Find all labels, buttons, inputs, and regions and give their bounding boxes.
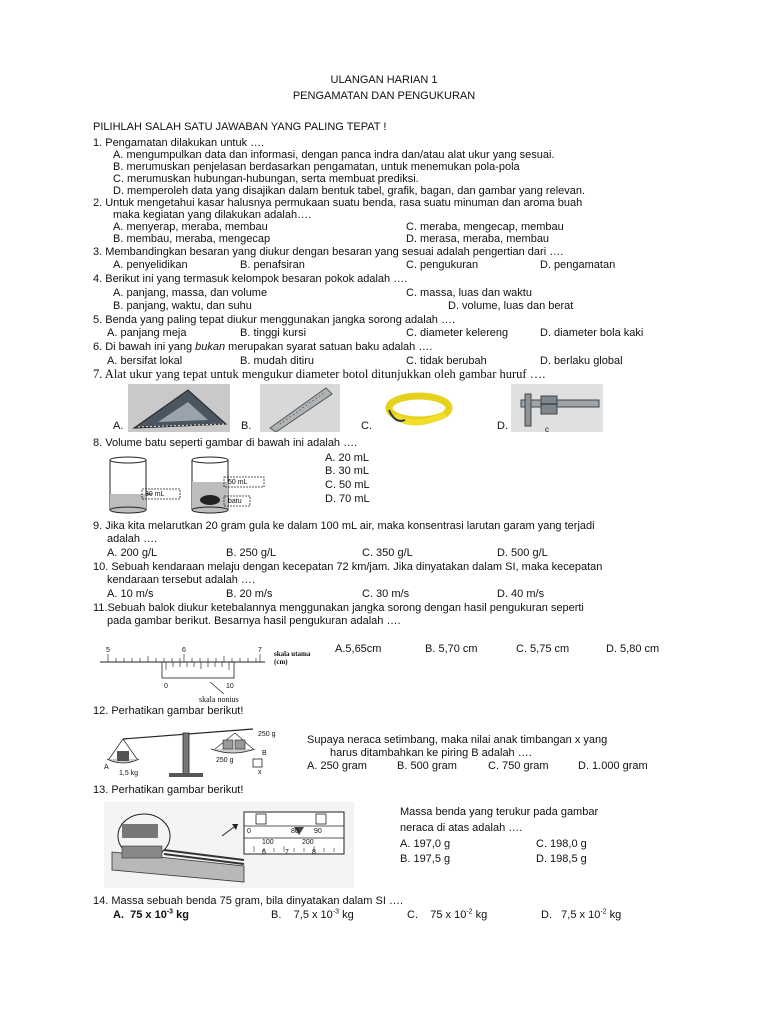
q12-text: 12. Perhatikan gambar berikut! xyxy=(93,705,244,717)
q9-option-b: B. 250 g/L xyxy=(226,547,277,559)
q7-label-a: A. xyxy=(113,420,124,432)
q6-option-d: D. berlaku global xyxy=(540,355,623,367)
q1-option-a: A. mengumpulkan data dan informasi, dengan panca indra dan/atau alat ukur yang sesuai. xyxy=(113,149,555,161)
q11-nonius-10: 10 xyxy=(226,683,234,690)
q2-option-a: A. menyerap, meraba, membau xyxy=(113,221,268,233)
q3-option-a: A. penyelidikan xyxy=(113,259,188,271)
q13-scale-200: 200 xyxy=(302,839,314,846)
q7-label-c: C. xyxy=(361,420,372,432)
q13-option-d: D. 198,5 g xyxy=(536,853,587,865)
q5-option-b: B. tinggi kursi xyxy=(240,327,307,339)
q4-text: 4. Berikut ini yang termasuk kelompok besaran pokok adalah …. xyxy=(93,273,408,285)
q13-option-a: A. 197,0 g xyxy=(400,838,451,850)
q7-label-d: D. xyxy=(497,420,508,432)
q9-option-d: D. 500 g/L xyxy=(497,547,548,559)
q2-text: 2. Untuk mengetahui kasar halusnya permukaan suatu benda, rasa suatu minuman dan aroma buah xyxy=(93,197,583,209)
q5-option-c: C. diameter kelereng xyxy=(406,327,509,339)
q12-pan-b-label: B xyxy=(262,750,267,757)
q11-tick-5: 5 xyxy=(106,647,110,654)
triple-beam-balance-image xyxy=(104,802,354,888)
q3-text: 3. Membandingkan besaran yang diukur dengan besaran yang sesuai adalah pengertian dari …. xyxy=(93,246,564,258)
q11-nonius-label: skala nonius xyxy=(199,695,239,704)
q11-nonius-0: 0 xyxy=(164,683,168,690)
q11-main-scale-label: skala utama xyxy=(274,650,311,658)
q2-text-2: maka kegiatan yang dilakukan adalah…. xyxy=(113,209,312,221)
q9-text: 9. Jika kita melarutkan 20 gram gula ke dalam 100 mL air, maka konsentrasi larutan garam yang terjadi xyxy=(93,520,595,532)
q8-label-50ml: 50 mL xyxy=(228,479,248,486)
q12-weight-x-label: x xyxy=(258,769,262,776)
q12-weight-1-5kg: 1,5 kg xyxy=(119,770,139,777)
q11-text: 11.Sebuah balok diukur ketebalannya menggunakan jangka sorong dengan hasil pengukuran seperti xyxy=(93,602,584,614)
q12-desc-1: Supaya neraca setimbang, maka nilai anak timbangan x yang xyxy=(307,734,608,746)
q12-weight-250g-top: 250 g xyxy=(258,731,276,738)
q10-option-c: C. 30 m/s xyxy=(362,588,410,600)
q6-option-c: C. tidak berubah xyxy=(406,355,487,367)
q4-option-d: D. volume, luas dan berat xyxy=(448,300,574,312)
q11-option-b: B. 5,70 cm xyxy=(425,643,478,655)
q7-text: 7. Alat ukur yang tepat untuk mengukur diameter botol ditunjukkan oleh gambar huruf …. xyxy=(93,367,546,381)
q2-option-b: B. membau, meraba, mengecap xyxy=(113,233,271,245)
q1-option-d: D. memperoleh data yang disajikan dalam bentuk tabel, grafik, bagan, dan gambar yang relevan. xyxy=(113,185,586,197)
q13-scale-7: 7 xyxy=(285,849,289,856)
q13-text: 13. Perhatikan gambar berikut! xyxy=(93,784,244,796)
q10-text: 10. Sebuah kendaraan melaju dengan kecepatan 72 km/jam. Jika dinyatakan dalam SI, maka kecepatan xyxy=(93,561,603,573)
q5-text: 5. Benda yang paling tepat diukur menggunakan jangka sorong adalah …. xyxy=(93,314,456,326)
q12-pan-a-label: A xyxy=(104,764,109,771)
q12-weight-250g-bottom: 250 g xyxy=(216,757,234,764)
q13-option-c: C. 198,0 g xyxy=(536,838,587,850)
q13-option-b: B. 197,5 g xyxy=(400,853,451,865)
vernier-caliper-image xyxy=(511,384,603,432)
q10-option-d: D. 40 m/s xyxy=(497,588,545,600)
q10-option-a: A. 10 m/s xyxy=(107,588,154,600)
q8-label-batu: batu xyxy=(228,498,242,505)
q11-tick-7: 7 xyxy=(258,647,262,654)
q12-option-c: C. 750 gram xyxy=(488,760,549,772)
q11-option-d: D. 5,80 cm xyxy=(606,643,660,655)
exam-title: ULANGAN HARIAN 1 xyxy=(330,74,438,86)
tape-measure-image xyxy=(375,384,461,432)
exam-subtitle: PENGAMATAN DAN PENGUKURAN xyxy=(292,90,476,102)
q11-option-a: A.5,65cm xyxy=(335,643,382,655)
metal-ruler-image xyxy=(260,384,340,432)
q8-label-30ml: 30 mL xyxy=(145,491,165,498)
q13-scale-80: 80 xyxy=(291,828,299,835)
q8-option-b: B. 30 mL xyxy=(325,465,370,477)
q14-option-c: C. 75 x $10^{-2}$ kg xyxy=(407,908,488,921)
instruction: PILIHLAH SALAH SATU JAWABAN YANG PALING TEPAT ! xyxy=(93,121,387,133)
q14-option-d: D. 7,5 x $10^{-2}$ kg xyxy=(541,908,622,921)
q6-text: 6. Di bawah ini yang bukan merupakan syarat satuan baku adalah …. xyxy=(93,341,433,353)
q2-option-c: C. meraba, mengecap, membau xyxy=(406,221,564,233)
q13-desc-1: Massa benda yang terukur pada gambar xyxy=(400,806,599,818)
q5-option-a: A. panjang meja xyxy=(107,327,187,339)
q4-option-b: B. panjang, waktu, dan suhu xyxy=(113,300,252,312)
q6-option-a: A. bersifat lokal xyxy=(107,355,183,367)
q11-main-scale-unit: (cm) xyxy=(274,658,288,666)
q6-option-b: B. mudah ditiru xyxy=(240,355,314,367)
q13-scale-100: 100 xyxy=(262,839,274,846)
q13-scale-0: 0 xyxy=(247,828,251,835)
q13-scale-6: 6 xyxy=(262,849,266,856)
q13-scale-8: 8 xyxy=(312,849,316,856)
q14-text: 14. Massa sebuah benda 75 gram, bila dinyatakan dalam SI …. xyxy=(93,895,404,907)
q3-option-d: D. pengamatan xyxy=(540,259,616,271)
q12-desc-2: harus ditambahkan ke piring B adalah …. xyxy=(330,747,532,759)
q11-option-c: C. 5,75 cm xyxy=(516,643,570,655)
q3-option-b: B. penafsiran xyxy=(240,259,305,271)
q8-text: 8. Volume batu seperti gambar di bawah ini adalah …. xyxy=(93,437,358,449)
triangle-ruler-image xyxy=(128,384,230,432)
q13-desc-2: neraca di atas adalah …. xyxy=(400,822,523,834)
q1-option-b: B. merumuskan penjelasan berdasarkan pengamatan, untuk menemukan pola-pola xyxy=(113,161,520,173)
q1-text: 1. Pengamatan dilakukan untuk …. xyxy=(93,137,265,149)
q2-option-d: D. merasa, meraba, membau xyxy=(406,233,550,245)
q9-text-2: adalah …. xyxy=(107,533,158,545)
q14-option-a: A. 75 x $10^{-3}$ kg xyxy=(113,908,189,921)
q4-option-c: C. massa, luas dan waktu xyxy=(406,287,532,299)
q10-option-b: B. 20 m/s xyxy=(226,588,273,600)
q10-text-2: kendaraan tersebut adalah …. xyxy=(107,574,255,586)
q9-option-a: A. 200 g/L xyxy=(107,547,158,559)
q12-option-a: A. 250 gram xyxy=(307,760,367,772)
q11-text-2: pada gambar berikut. Besarnya hasil pengukuran adalah …. xyxy=(107,615,401,627)
q8-option-a: A. 20 mL xyxy=(325,452,370,464)
q8-option-d: D. 70 mL xyxy=(325,493,370,505)
q7-d-caption: c xyxy=(545,425,549,434)
q4-option-a: A. panjang, massa, dan volume xyxy=(113,287,268,299)
q8-option-c: C. 50 mL xyxy=(325,479,370,491)
q7-label-b: B. xyxy=(241,420,252,432)
q12-option-b: B. 500 gram xyxy=(397,760,457,772)
q5-option-d: D. diameter bola kaki xyxy=(540,327,644,339)
q11-tick-6: 6 xyxy=(182,647,186,654)
q14-option-b: B. 7,5 x $10^{-3}$ kg xyxy=(271,908,354,921)
q12-option-d: D. 1.000 gram xyxy=(578,760,648,772)
q9-option-c: C. 350 g/L xyxy=(362,547,413,559)
q13-scale-90: 90 xyxy=(314,828,322,835)
q1-option-c: C. merumuskan hubungan-hubungan, serta membuat prediksi. xyxy=(113,173,419,185)
q3-option-c: C. pengukuran xyxy=(406,259,479,271)
